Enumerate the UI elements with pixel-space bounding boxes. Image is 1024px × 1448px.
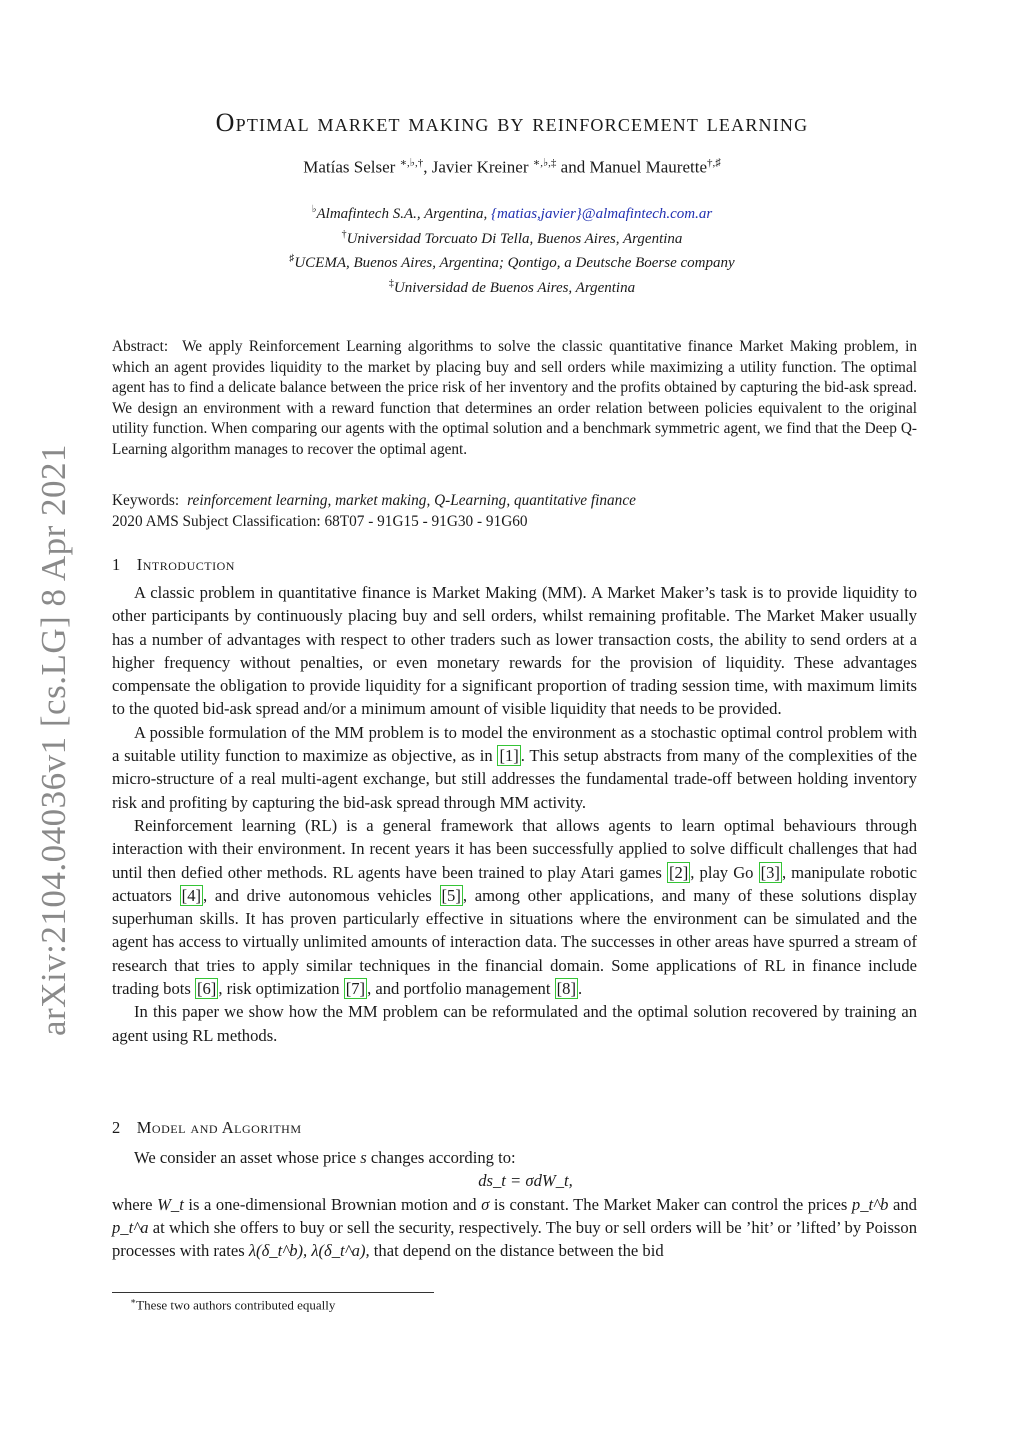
affiliation-list — [0, 200, 1024, 298]
text-run: that depend on the distance between the bid — [373, 1241, 664, 1261]
paragraph — [112, 1146, 917, 1169]
footnote-divider — [112, 1292, 434, 1293]
text-run: where — [112, 1194, 153, 1214]
affiliation — [0, 249, 1024, 274]
citation-link[interactable]: [4] — [181, 885, 202, 905]
author-name: Javier Kreiner — [431, 157, 529, 177]
keywords-block — [112, 491, 917, 532]
author-marks: ∗,♭,† — [399, 157, 424, 169]
section-heading — [112, 1118, 302, 1138]
citation-link[interactable]: [1] — [499, 746, 519, 766]
ams-line — [112, 512, 917, 533]
ams-label: 2020 AMS Subject Classification: — [112, 512, 321, 530]
citation-link[interactable]: [8] — [556, 979, 576, 999]
text-run: We consider an asset whose price — [134, 1148, 357, 1167]
text-run: . — [577, 979, 583, 999]
math-symbol: σ — [481, 1194, 490, 1214]
keywords-text: reinforcement learning, market making, Q-Learning, quantitative finance — [187, 492, 636, 509]
author-name: Matías Selser — [303, 157, 396, 177]
math-symbol: W_t — [157, 1194, 184, 1214]
introduction-body — [112, 581, 917, 1047]
affiliation — [0, 200, 1024, 225]
section-title: Introduction — [136, 555, 235, 574]
citation-link[interactable]: [3] — [760, 862, 780, 882]
affiliation-text: Universidad Torcuato Di Tella, Buenos Aires, Argentina — [346, 230, 683, 247]
affiliation-mark: ‡ — [388, 277, 394, 289]
text-run: A possible formulation of the MM problem is to model the environment as a stochastic optimal control problem with a suitable utility function to maximize as objective, as in — [112, 722, 917, 766]
author-marks: †,♯ — [707, 157, 721, 169]
keywords-label: Keywords: — [112, 492, 180, 509]
author-list: Matías Selser ∗,♭,†, Javier Kreiner ∗,♭,‡ and Manuel Maurette†,♯ — [303, 157, 721, 177]
citation-link[interactable]: [7] — [345, 979, 366, 999]
math-symbol: s — [360, 1148, 367, 1167]
affiliation-text: Almafintech S.A., Argentina, — [316, 206, 488, 222]
math-symbol: p_t^b — [851, 1194, 889, 1214]
text-run: , among other applications, and many of these solutions display superhuman skills. It has proven particularly effective in situations where the environment can be simulated and the agent has access to virtually unlimited amounts of interaction data. The successes in other areas have spurred a stream of research that tries to apply similar techniques in the financial domain. Some applications of RL in finance include trading bots — [112, 885, 918, 999]
text-run: , risk optimization — [218, 979, 340, 999]
arxiv-identifier: arXiv:2104.04036v1 [cs.LG] 8 Apr 2021 — [34, 443, 73, 1037]
ams-text: 68T07 - 91G15 - 91G30 - 91G60 — [324, 512, 528, 530]
text-run: changes according to: — [370, 1148, 516, 1167]
affiliation-text: Universidad de Buenos Aires, Argentina — [393, 279, 636, 296]
math-symbol: p_t^a — [112, 1217, 149, 1237]
author-conjunction: and — [560, 157, 586, 177]
paragraph — [112, 721, 917, 814]
affiliation-mark: ♯ — [289, 253, 295, 264]
text-run: and — [892, 1194, 917, 1214]
citation-link[interactable]: [2] — [668, 862, 689, 882]
text-run: is a one-dimensional Brownian motion and — [188, 1194, 477, 1214]
paragraph: A classic problem in quantitative finance is Market Making (MM). A Market Maker’s task is to provide liquidity to other participants by continuously placing buy and sell orders, whilst remaining profitable. The Market Maker usually has a number of advantages with respect to other traders such as lower transaction costs, the ability to send orders at a higher frequency without penalties, or even monetary rewards for the provision of liquidity. These advantages compensate the obligation to provide liquidity for a significant proportion of trading session time, with maximum limits to the quoted bid-ask spread and/or a minimum amount of visible liquidity that needs to be provided. — [112, 583, 917, 719]
citation-link[interactable]: [5] — [441, 885, 461, 905]
affiliation-mark: ♭ — [311, 204, 317, 215]
affiliation — [0, 274, 1024, 299]
footnote — [130, 1296, 335, 1313]
footnote-mark: ∗ — [130, 1296, 137, 1306]
math-symbol: λ(δ_t^b), λ(δ_t^a), — [248, 1241, 370, 1261]
section-heading — [112, 555, 235, 575]
paragraph — [112, 814, 917, 1000]
equation: ds_t = σdW_t, — [478, 1171, 573, 1191]
text-run: , play Go — [690, 862, 754, 882]
section-number: 1 — [112, 555, 121, 574]
footnote-text: These two authors contributed equally — [136, 1297, 336, 1313]
citation-link[interactable]: [6] — [196, 979, 217, 999]
abstract — [112, 337, 917, 461]
author-name: Manuel Maurette — [589, 157, 708, 177]
text-run: , and drive autonomous vehicles — [203, 885, 432, 905]
model-body — [112, 1146, 917, 1262]
affiliation — [0, 225, 1024, 250]
paragraph: In this paper we show how the MM problem can be reformulated and the optimal solution recovered by training an agent using RL methods. — [112, 1002, 917, 1045]
email-link[interactable]: {matias,javier}@almafintech.com.ar — [491, 206, 713, 222]
author-marks: ∗,♭,‡ — [532, 157, 557, 169]
affiliation-mark: † — [341, 228, 347, 240]
paragraph — [112, 1193, 917, 1263]
abstract-label: Abstract: — [112, 338, 169, 355]
text-run: , and portfolio management — [367, 979, 551, 999]
section-title: Model and Algorithm — [136, 1118, 302, 1137]
text-run: . This setup abstracts from many of the complexities of the micro-structure of a real multi-agent exchange, but still addresses the fundamental trade-off between holding inventory risk and profiting by capturing the bid-ask spread through MM activity. — [112, 746, 917, 812]
affiliation-text: UCEMA, Buenos Aires, Argentina; Qontigo, a Deutsche Boerse company — [294, 255, 735, 271]
text-run: , manipulate robotic actuators — [112, 862, 917, 905]
paper-title: Optimal market making by reinforcement learning — [215, 108, 809, 137]
abstract-text: We apply Reinforcement Learning algorithms to solve the classic quantitative finance Market Making problem, in which an agent provides liquidity to the market by placing buy and sell orders while maximizing a utility function. The optimal agent has to find a delicate balance between the price risk of her inventory and the profits obtained by capturing the bid-ask spread. We design an environment with a reward function that determines an order relation between policies equivalent to the original utility function. When comparing our agents with the optimal solution and a benchmark symmetric agent, we find that the Deep Q-Learning algorithm manages to recover the optimal agent. — [112, 338, 917, 458]
section-number: 2 — [112, 1118, 121, 1137]
keywords-line — [112, 491, 917, 512]
text-run: Reinforcement learning (RL) is a general framework that allows agents to learn optimal behaviours through interaction with their environment. In recent years it has been successfully applied to solve difficult challenges that had until then defied other methods. RL agents have been trained to play Atari games — [112, 815, 917, 882]
text-run: is constant. The Market Maker can control the prices — [493, 1194, 848, 1214]
text-run: at which she offers to buy or sell the security, respectively. The buy or sell orders will be ’hit’ or ’lifted’ by Poisson processes with rates — [112, 1217, 917, 1261]
